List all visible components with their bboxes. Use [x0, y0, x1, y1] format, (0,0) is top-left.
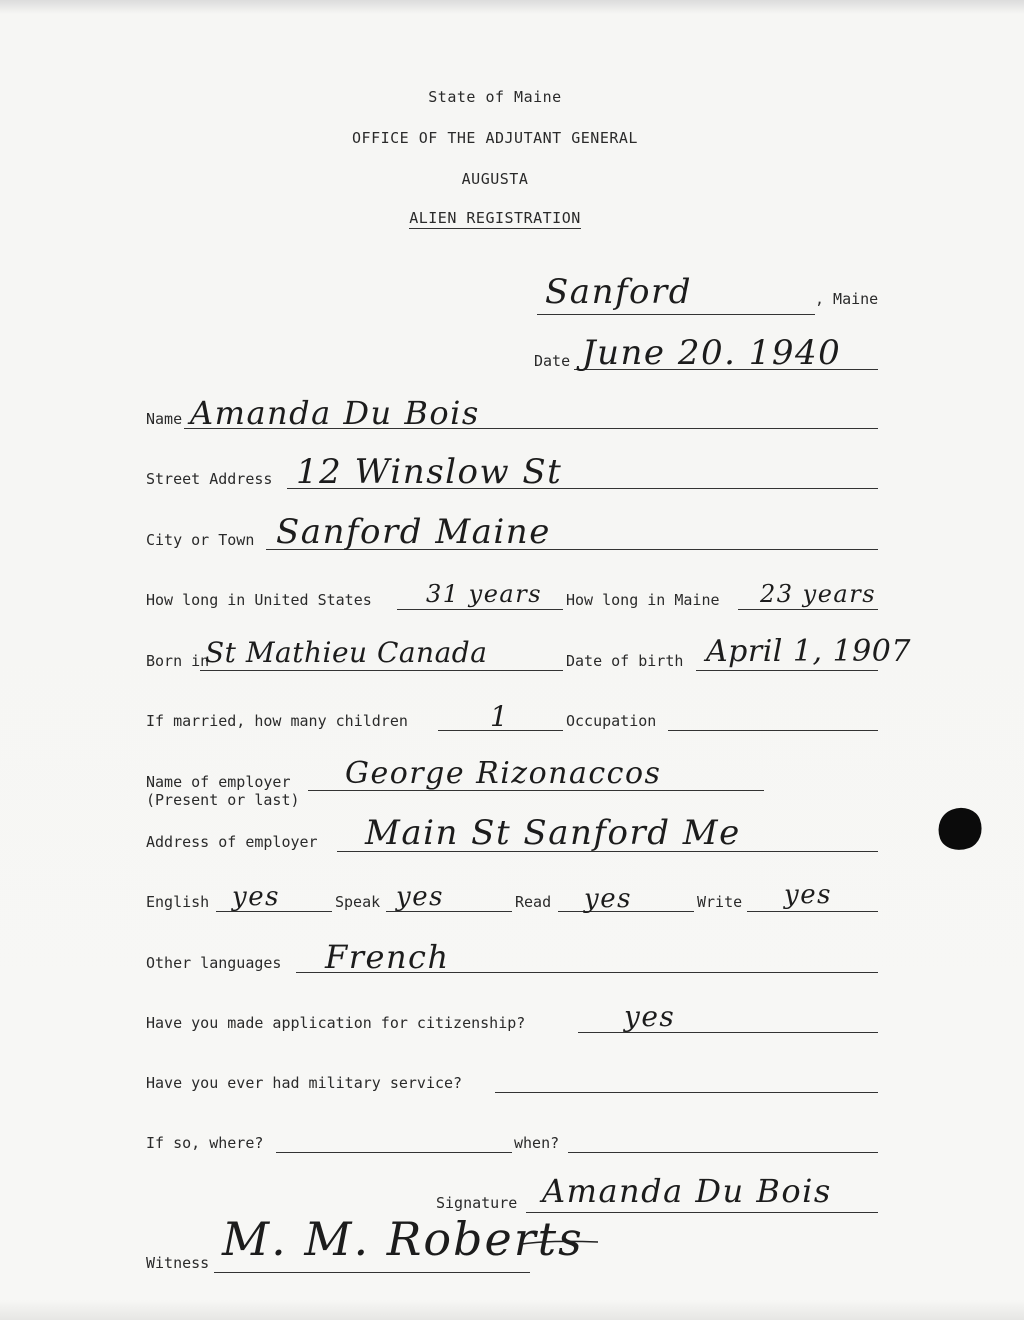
read-value: yes [584, 884, 632, 914]
maine-duration-value: 23 years [760, 580, 877, 608]
signature-flourish [520, 1230, 600, 1260]
signature-value: Amanda Du Bois [542, 1172, 832, 1210]
occupation-label: Occupation [566, 712, 657, 730]
maine-duration-label: How long in Maine [566, 591, 720, 609]
street-value: 12 Winslow St [296, 452, 563, 492]
place-line [537, 314, 815, 315]
city-heading: AUGUSTA [461, 170, 529, 188]
english-value: yes [232, 882, 280, 912]
employer-value: George Rizonaccos [345, 756, 662, 791]
employer-label: Name of employer [146, 773, 291, 791]
speak-value: yes [396, 882, 444, 912]
where-label: If so, where? [146, 1134, 264, 1152]
children-label: If married, how many children [146, 712, 408, 730]
citizenship-label: Have you made application for citizenship? [146, 1014, 526, 1032]
city-label: City or Town [146, 531, 255, 549]
place-state-label: , Maine [815, 290, 879, 308]
dob-line [696, 670, 878, 671]
state-heading: State of Maine [428, 88, 562, 106]
form-title: ALIEN REGISTRATION [409, 209, 581, 227]
name-value: Amanda Du Bois [190, 394, 480, 432]
employer-sublabel: (Present or last) [146, 791, 300, 809]
us-duration-line [397, 609, 563, 610]
children-value: 1 [490, 700, 510, 733]
military-line [495, 1092, 878, 1093]
when-line [568, 1152, 878, 1153]
us-duration-label: How long in United States [146, 591, 372, 609]
speak-label: Speak [335, 893, 381, 911]
name-label: Name [146, 410, 183, 428]
when-label: when? [514, 1134, 560, 1152]
employer-address-label: Address of employer [146, 833, 318, 851]
office-heading: OFFICE OF THE ADJUTANT GENERAL [352, 129, 638, 147]
write-label: Write [697, 893, 743, 911]
military-label: Have you ever had military service? [146, 1074, 463, 1092]
write-line [747, 911, 878, 912]
city-value: Sanford Maine [276, 512, 551, 552]
us-duration-value: 31 years [426, 580, 543, 608]
other-languages-label: Other languages [146, 954, 282, 972]
place-town: Sanford [545, 272, 693, 312]
born-line [200, 670, 563, 671]
citizenship-line [578, 1032, 878, 1033]
ink-blot [932, 802, 988, 857]
witness-line [214, 1272, 530, 1273]
dob-value: April 1, 1907 [706, 634, 911, 669]
employer-address-value: Main St Sanford Me [365, 813, 741, 853]
dob-label: Date of birth [566, 652, 684, 670]
where-line [276, 1152, 512, 1153]
witness-label: Witness [146, 1254, 210, 1272]
citizenship-value: yes [624, 1000, 676, 1033]
read-label: Read [515, 893, 552, 911]
witness-value: M. M. Roberts [222, 1212, 584, 1266]
signature-label: Signature [436, 1194, 518, 1212]
occupation-line [668, 730, 878, 731]
date-label: Date [534, 352, 571, 370]
born-value: St Mathieu Canada [205, 636, 488, 669]
other-languages-value: French [325, 938, 450, 976]
street-label: Street Address [146, 470, 273, 488]
english-label: English [146, 893, 210, 911]
born-label: Born in [146, 652, 210, 670]
write-value: yes [784, 880, 832, 910]
date-value: June 20. 1940 [582, 333, 842, 373]
maine-duration-line [738, 609, 878, 610]
